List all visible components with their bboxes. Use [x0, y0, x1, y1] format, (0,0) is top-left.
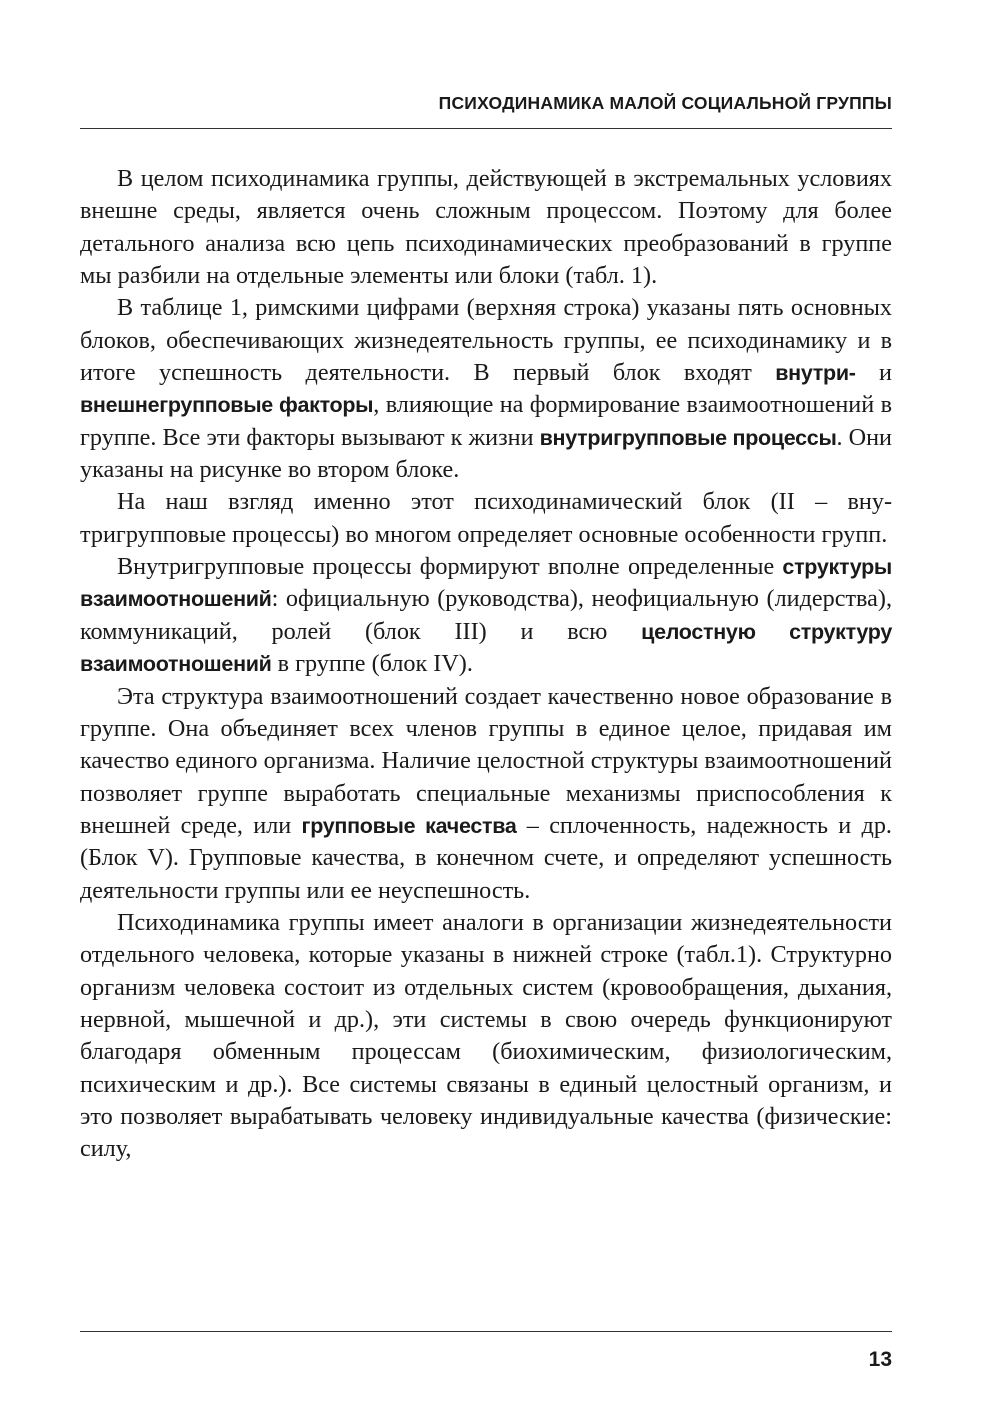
bold-term: внутри-	[775, 361, 856, 386]
text-run: . Они указаны на рисунке во втором блоке.	[80, 423, 892, 484]
bold-term: структуры взаимоотношений	[80, 555, 892, 612]
bold-term: групповые качества	[301, 813, 517, 838]
text-run: В целом психодинамика группы, действующей в экстремальных условиях внешне среды, является очень сложным процессом. Поэтому для более детального анализа всю цепь психодинамических преобразований в группе мы разбили на отдельные элементы или блоки (табл. 1).	[80, 165, 892, 290]
running-head: ПСИХОДИНАМИКА МАЛОЙ СОЦИАЛЬНОЙ ГРУППЫ	[438, 93, 892, 113]
text-run: , влияющие на формирование взаимоотношений в группе. Все эти факторы вызывают к жизни	[80, 391, 892, 451]
text-run: – сплоченность, надежность и др. (Блок V). Групповые качества, в конечном счете, и определяют успешность деятельности группы или ее неуспешность.	[80, 811, 892, 904]
body-text	[80, 163, 892, 1166]
paragraph	[80, 163, 892, 292]
bold-term: целостную структуру взаимоотношений	[80, 619, 892, 677]
text-run: На наш взгляд именно этот психодинамический блок (II – внутригрупповые процессы) во многом определяет основные особенности групп.	[80, 488, 892, 548]
paragraph	[80, 486, 892, 551]
paragraph	[80, 551, 892, 680]
paragraph	[80, 292, 892, 486]
paragraph	[80, 681, 892, 907]
header-rule	[80, 128, 892, 129]
text-run: в группе (блок IV).	[271, 650, 473, 678]
text-run: В таблице 1, римскими цифрами (верхняя строка) указаны пять основных блоков, обеспечивающих жизнедеятельность группы, ее психодинамику и в итоге успешность деятельности. В первый блок входят	[80, 294, 892, 387]
bold-term: внешнегрупповые факторы	[80, 393, 374, 418]
page-number: 13	[868, 1348, 892, 1371]
bold-term: внутригрупповые процессы	[539, 425, 837, 450]
text-run: Психодинамика группы имеет аналоги в организации жизнедеятельности отдельного человека, которые указаны в нижней строке (табл.1). Структурно организм человека состоит из отдельных систем (кровообращения, дыхания, нервной, мышечной и др.), эти системы в свою очередь функционируют благодаря обменным процессам (биохимическим, физиологическим, психическим и др.). Все системы связаны в единый целостный организм, и это позволяет вырабатывать человеку индивидуальные качества (физические: силу,	[80, 908, 892, 1163]
text-run: и	[855, 359, 892, 387]
text-run: : официальную (руководства), неофициальную (лидерства), коммуникаций, ролей (блок III) и всю	[80, 585, 892, 645]
text-run: Внутригрупповые процессы формируют вполне определенные	[117, 553, 783, 581]
text-run: Эта структура взаимоотношений создает качественно новое образование в группе. Она объединяет всех членов группы в единое целое, придавая им качество единого организма. Наличие целостной структуры взаимоотношений позволяет группе выработать специальные механизмы приспособления к внешней среде, или	[80, 682, 892, 839]
footer-rule	[80, 1331, 892, 1332]
paragraph	[80, 907, 892, 1166]
